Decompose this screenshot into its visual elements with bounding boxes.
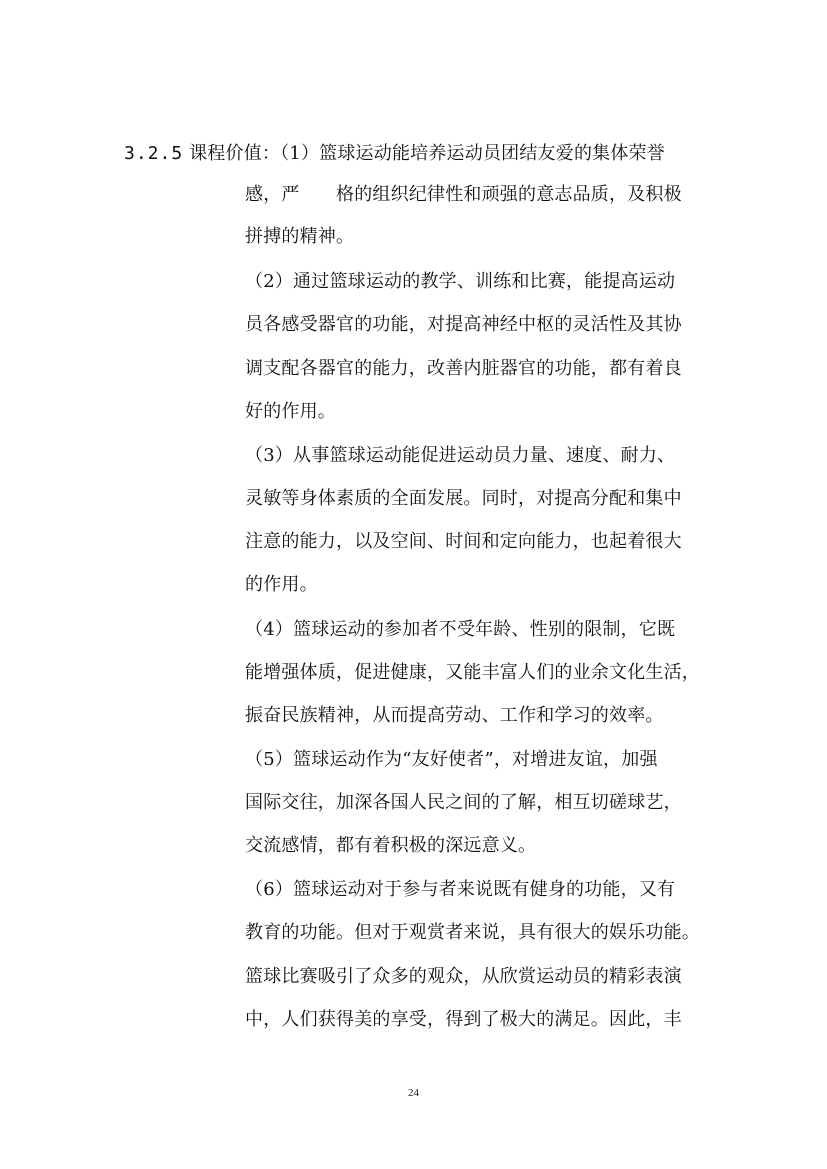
paragraph-line: 中，人们获得美的享受，得到了极大的满足。因此，丰 [245, 1009, 682, 1030]
paragraph-line: （1）篮球运动能培养运动员团结友爱的集体荣誉 [280, 143, 665, 164]
paragraph-line: 注意的能力，以及空间、时间和定向能力，也起着很大 [245, 531, 682, 552]
paragraph-line: 能增强体质，促进健康，又能丰富人们的业余文化生活， [245, 662, 700, 683]
paragraph-line: （4）篮球运动的参加者不受年龄、性别的限制，它既 [245, 619, 676, 640]
paragraph-line: 感，严 格的组织纪律性和顽强的意志品质，及积极 [245, 184, 682, 205]
paragraph-line: 振奋民族精神，从而提高劳动、工作和学习的效率。 [245, 705, 664, 726]
paragraph-line: 拼搏的精神。 [245, 226, 355, 247]
paragraph-line: （2）通过篮球运动的教学、训练和比赛，能提高运动 [245, 271, 676, 292]
paragraph-line: 员各感受器官的功能，对提高神经中枢的灵活性及其协 [245, 314, 682, 335]
paragraph-line: 篮球比赛吸引了众多的观众，从欣赏运动员的精彩表演 [245, 966, 682, 987]
paragraph-line: 国际交往，加深各国人民之间的了解，相互切磋球艺， [245, 792, 682, 813]
section-number: 3.2.5 [124, 143, 184, 164]
paragraph-line: 调支配各器官的能力，改善内脏器官的功能，都有着良 [245, 358, 682, 379]
paragraph-line: 教育的功能。但对于观赏者来说，具有很大的娱乐功能。 [245, 922, 700, 943]
paragraph-line: （5）篮球运动作为“友好使者”，对增进友谊，加强 [245, 749, 658, 770]
paragraph-line: 的作用。 [245, 574, 318, 595]
paragraph-line: 交流感情，都有着积极的深远意义。 [245, 835, 537, 856]
paragraph-line: （6）篮球运动对于参与者来说既有健身的功能，又有 [245, 879, 676, 900]
paragraph-line: 好的作用。 [245, 401, 336, 422]
section-title: 课程价值： [189, 143, 281, 164]
section-heading-line [124, 143, 665, 165]
page-number: 24 [408, 1087, 419, 1099]
paragraph-line: 灵敏等身体素质的全面发展。同时，对提高分配和集中 [245, 488, 682, 509]
paragraph-line: （3）从事篮球运动能促进运动员力量、速度、耐力、 [245, 445, 676, 466]
